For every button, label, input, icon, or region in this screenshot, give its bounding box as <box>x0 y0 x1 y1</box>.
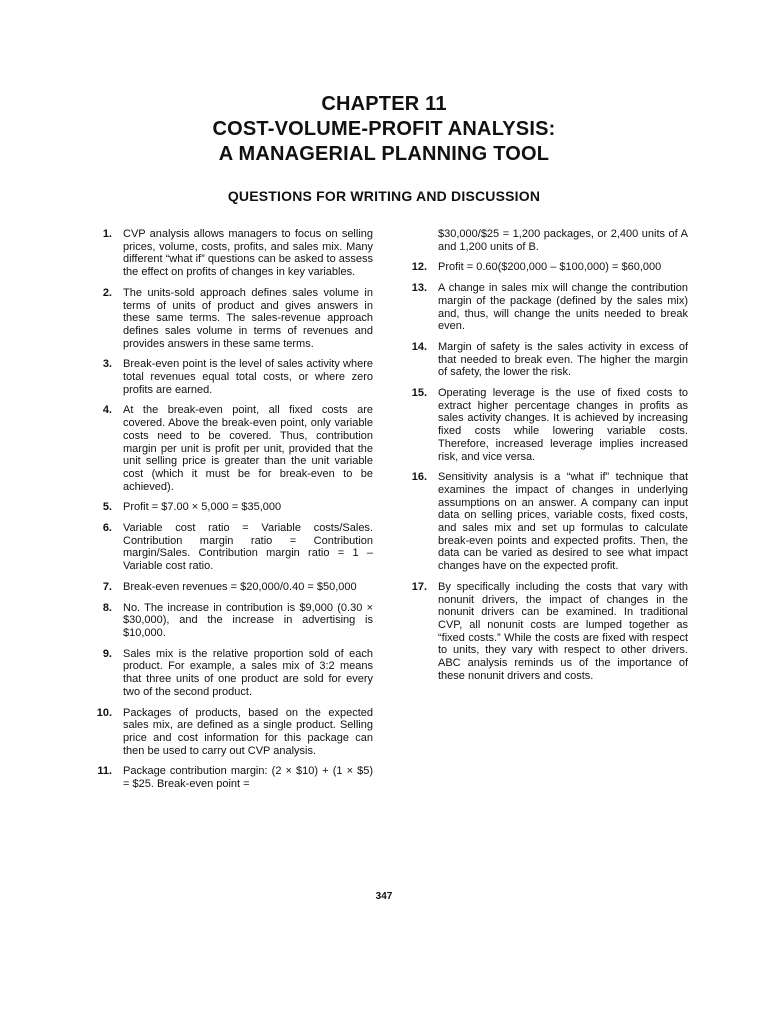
question-item <box>92 707 373 758</box>
question-number: 2. <box>102 286 112 299</box>
question-number: 16. <box>411 471 427 484</box>
question-answer: Profit = $7.00 × 5,000 = $35,000 <box>123 501 282 514</box>
question-item <box>92 522 373 573</box>
question-item <box>407 282 688 333</box>
question-number: 15. <box>411 387 427 400</box>
section-heading: QUESTIONS FOR WRITING AND DISCUSSION <box>227 188 541 204</box>
question-number: 8. <box>102 601 112 614</box>
chapter-title-block <box>0 92 768 167</box>
question-number: 7. <box>102 580 112 593</box>
question-answer: Margin of safety is the sales activity in excess of that needed to break even. The higher the margin of safety, the lower the risk. <box>438 340 688 379</box>
question-answer: Sensitivity analysis is a “what if” technique that examines the impact of changes in underlying assumptions on an answer. A company can input data on selling prices, variable costs, fixed costs, and sales mix and set up formulas to calculate break-even points and expected profits. Then, the data can be varied as desired to see what impact changes have on the expected profit. <box>438 471 688 573</box>
question-answer: The units-sold approach defines sales volume in terms of units of product and gives answers in these same terms. The sales-revenue approach defines sales volume in terms of revenues and provides answers in these same terms. <box>123 286 373 350</box>
question-answer: Package contribution margin: (2 × $10) + (1 × $5) = $25. Break-even point = <box>123 765 373 791</box>
question-item <box>407 581 688 683</box>
question-item <box>92 765 373 790</box>
question-item <box>92 358 373 396</box>
question-number: 13. <box>411 282 427 295</box>
question-answer: Operating leverage is the use of fixed costs to extract higher percentage changes in profits as sales activity changes. It is achieved by increasing fixed costs while lowering variable costs. Therefore, increased leverage implies increased risk, and vice versa. <box>438 387 688 463</box>
question-answer: CVP analysis allows managers to focus on selling prices, volume, costs, profits, and sales mix. Many different “what if” questions can be asked to assess the effect on profits of changes in key variables. <box>123 228 373 279</box>
question-item <box>92 648 373 699</box>
question-answer-continuation: $30,000/$25 = 1,200 packages, or 2,400 units of A and 1,200 units of B. <box>438 228 688 253</box>
question-number: 11. <box>97 765 112 778</box>
question-number: 12. <box>411 261 427 274</box>
question-answer: A change in sales mix will change the contribution margin of the package (defined by the sales mix) and, thus, will change the units needed to break even. <box>438 282 688 333</box>
left-column <box>92 228 373 799</box>
question-answer: Packages of products, based on the expected sales mix, are defined as a single product. Selling price and cost information for this package can then be used to carry out CVP analysis. <box>123 706 373 757</box>
chapter-number: CHAPTER 11 <box>321 93 447 115</box>
question-answer: Break-even point is the level of sales activity where total revenues equal total costs, or where zero profits are earned. <box>123 358 373 396</box>
question-answer: By specifically including the costs that vary with nonunit drivers, the impact of changes in the nonunit drivers can be examined. In traditional CVP, all nonunit costs are lumped together as “fixed costs.” While the costs are fixed with respect to units, they vary with respect to other drivers. ABC analysis reminds us of the importance of these nonunit drivers and costs. <box>438 580 688 682</box>
question-number: 5. <box>102 501 112 514</box>
question-item <box>92 581 373 594</box>
question-number: 10. <box>96 706 112 719</box>
question-number: 4. <box>102 404 112 417</box>
question-item <box>92 404 373 493</box>
question-item <box>407 387 688 463</box>
question-number: 17. <box>411 580 427 593</box>
question-answer: Variable cost ratio = Variable costs/Sales. Contribution margin ratio = Contribution margin/Sales. Contribution margin ratio = 1 – Variable cost ratio. <box>123 522 373 573</box>
question-answer: Profit = 0.60($200,000 – $100,000) = $60,000 <box>438 261 662 274</box>
question-number: 3. <box>102 358 112 371</box>
question-number: 1. <box>102 228 112 240</box>
question-item <box>92 287 373 351</box>
question-item <box>92 602 373 640</box>
question-answer: Break-even revenues = $20,000/0.40 = $50,000 <box>123 580 357 593</box>
page-number: 347 <box>375 891 393 902</box>
question-number: 9. <box>102 647 112 660</box>
question-item <box>92 501 373 514</box>
question-number: 6. <box>102 522 112 535</box>
question-number: 14. <box>411 340 427 353</box>
chapter-title-line-1: COST-VOLUME-PROFIT ANALYSIS: <box>212 118 556 140</box>
question-item <box>407 341 688 379</box>
question-answer: Sales mix is the relative proportion sold of each product. For example, a sales mix of 3:2 means that three units of one product are sold for every two of the second product. <box>123 647 373 698</box>
question-item <box>407 261 688 274</box>
question-item <box>407 471 688 573</box>
question-answer: At the break-even point, all fixed costs are covered. Above the break-even point, only variable costs need to be covered. Thus, contribution margin per unit is profit per unit, provided that the unit selling price is greater than the unit variable cost (which it must be for break-even to be achieved). <box>123 404 373 493</box>
question-answer: No. The increase in contribution is $9,000 (0.30 × $30,000), and the increase in advertising is $10,000. <box>123 601 373 639</box>
right-column <box>407 228 688 691</box>
question-item <box>92 228 373 279</box>
chapter-title-line-2: A MANAGERIAL PLANNING TOOL <box>218 143 550 165</box>
